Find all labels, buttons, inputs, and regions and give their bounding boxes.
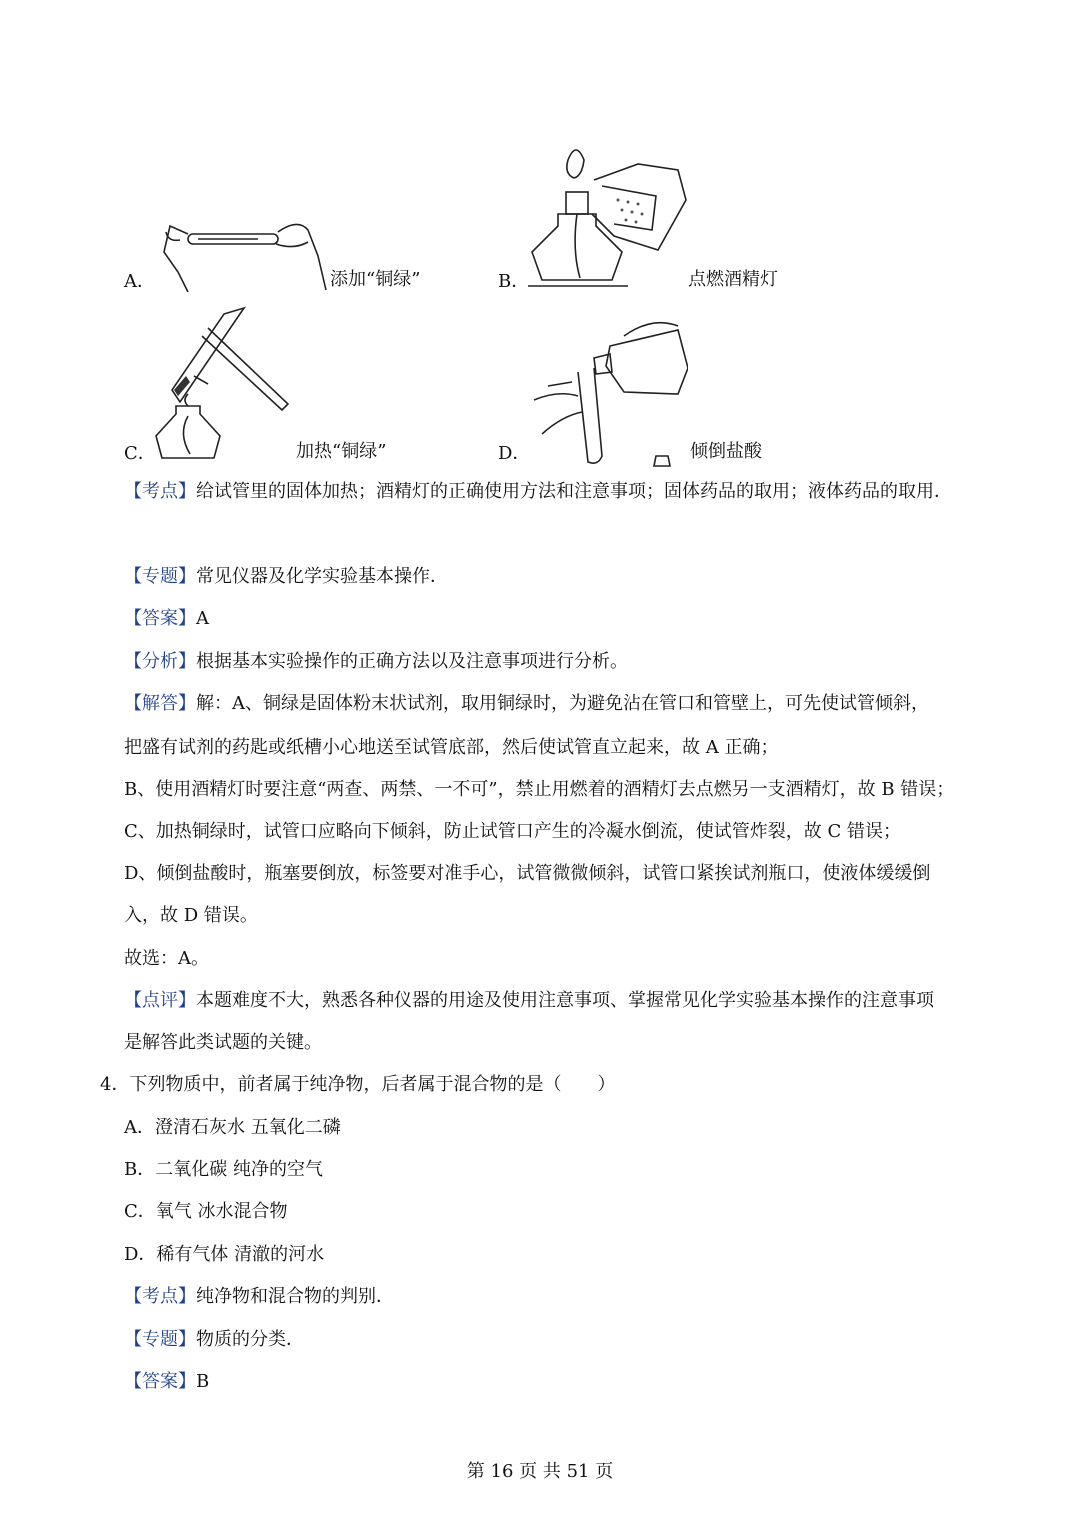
q3-fenxi [124,650,628,674]
figure-pour-acid [528,316,688,468]
q3-dianping-line-1: 本题难度不大，熟悉各种仪器的用途及使用注意事项、掌握常见化学实验基本操作的注意事项 [196,990,934,1011]
q4-zhuanti-text: 物质的分类． [196,1329,304,1350]
q3-dianping-line-2: 是解答此类试题的关键。 [124,1032,322,1053]
q3-jieda-line-4: C、加热铜绿时，试管口应略向下倾斜，防止试管口产生的冷凝水倒流，使试管炸裂，故 C 错误； [124,821,901,842]
q4-option-b: B．二氧化碳 纯净的空气 [124,1159,323,1180]
option-b-letter: B． [498,271,530,292]
figure-add-verdigris [158,212,328,292]
q3-daan [124,607,209,631]
option-c-caption: 加热“铜绿” [296,441,387,462]
q3-kaodian [124,480,952,504]
option-d-caption: 倾倒盐酸 [690,441,762,462]
q3-jieda-line-3: B、使用酒精灯时要注意“两查、两禁、一不可”，禁止用燃着的酒精灯去点燃另一支酒精灯，故 B 错误； [124,779,955,800]
q3-fenxi-text: 根据基本实验操作的正确方法以及注意事项进行分析。 [196,651,628,672]
q3-jieda-line-1: 解：A、铜绿是固体粉末状试剂，取用铜绿时，为避免沾在管口和管壁上，可先使试管倾斜， [196,693,929,714]
q3-jieda-tag: 【解答】 [124,693,196,714]
q3-fenxi-tag: 【分析】 [124,651,196,672]
q4-option-d: D．稀有气体 清澈的河水 [124,1244,325,1265]
figure-light-lamp [528,140,688,290]
q4-daan-text: B [196,1371,210,1392]
q3-dianping-tag: 【点评】 [124,990,196,1011]
q4-kaodian-text: 纯净物和混合物的判别． [196,1286,394,1307]
q4-zhuanti [124,1328,304,1352]
q4-option-c: C．氧气 冰水混合物 [124,1201,288,1222]
option-d-letter: D． [498,443,531,464]
q3-zhuanti-tag: 【专题】 [124,566,196,587]
q3-zhuanti [124,565,448,589]
q4-option-a: A．澄清石灰水 五氧化二磷 [124,1117,341,1138]
q3-dianping [124,989,934,1013]
q3-jieda-line-2: 把盛有试剂的药匙或纸槽小心地送至试管底部，然后使试管直立起来，故 A 正确； [124,737,779,758]
q3-jieda-line-6: 入，故 D 错误。 [124,905,258,926]
figure-heat-verdigris [154,306,294,462]
q4-kaodian-tag: 【考点】 [124,1286,196,1307]
q3-kaodian-text: 给试管里的固体加热；酒精灯的正确使用方法和注意事项；固体药品的取用；液体药品的取用． [196,481,952,502]
q3-guxuan: 故选：A。 [124,948,209,969]
q3-jieda [124,692,929,716]
q3-jieda-line-5: D、倾倒盐酸时，瓶塞要倒放，标签要对准手心，试管微微倾斜，试管口紧挨试剂瓶口，使液体缓缓倒 [124,863,931,884]
q3-zhuanti-text: 常见仪器及化学实验基本操作． [196,566,448,587]
q3-kaodian-tag: 【考点】 [124,481,196,502]
q3-daan-text: A [196,608,209,629]
q4-stem: 4．下列物质中，前者属于纯净物，后者属于混合物的是（ ） [100,1074,616,1095]
option-a-letter: A． [124,271,155,292]
q4-daan [124,1370,209,1394]
q4-kaodian [124,1285,394,1309]
q4-daan-tag: 【答案】 [124,1371,196,1392]
option-a-caption: 添加“铜绿” [330,269,421,290]
q4-zhuanti-tag: 【专题】 [124,1329,196,1350]
page-footer: 第 16 页 共 51 页 [466,1461,614,1482]
option-c-letter: C． [124,443,156,464]
option-b-caption: 点燃酒精灯 [688,269,778,290]
q3-daan-tag: 【答案】 [124,608,196,629]
